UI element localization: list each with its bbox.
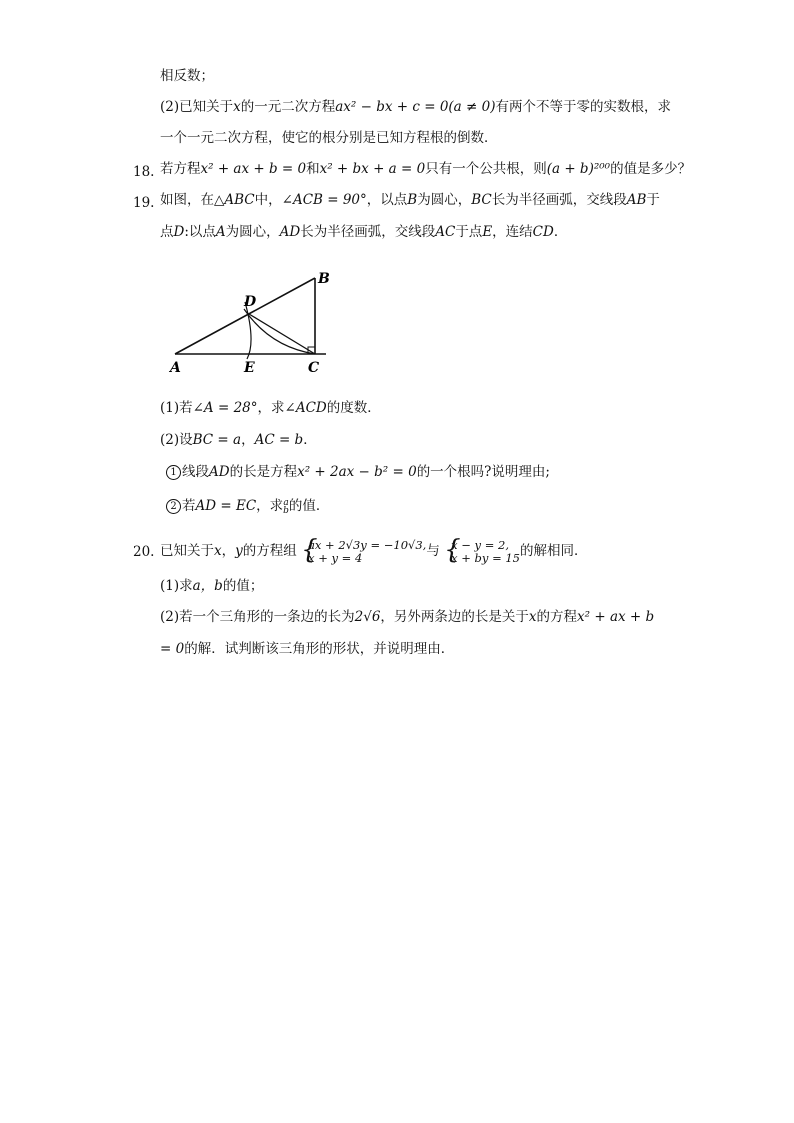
text: 长为半径画弧，交线段 (491, 192, 627, 208)
equation: x² + bx + a = 0 (319, 161, 426, 177)
q18-text (160, 159, 691, 179)
text: 与 (426, 543, 440, 559)
text: 若方程 (160, 161, 201, 177)
question-number: 19. (133, 195, 155, 211)
question-number: 20. (133, 544, 155, 560)
text: ，求 (257, 400, 285, 416)
text: 为圆心， (225, 224, 280, 240)
text: 的长是方程 (229, 464, 298, 480)
label-D: D (244, 294, 257, 310)
math: AC (435, 224, 456, 240)
q19-part2-sub2 (166, 496, 329, 516)
math: AC = b (254, 432, 304, 448)
equation: ax² − bx + c = 0(a ≠ 0) (335, 99, 496, 115)
text: 的值． (288, 498, 330, 514)
segment-CD (249, 314, 315, 354)
text: 的方程组 (242, 543, 297, 559)
var-x: x (528, 609, 537, 625)
math: E (482, 224, 493, 240)
text: ，连结 (492, 224, 533, 240)
math: a，b (192, 578, 223, 594)
text: 的一元二次方程 (240, 99, 336, 115)
text: 长为半径画弧，交线段 (300, 224, 436, 240)
math: ∠ACB = 90° (281, 192, 367, 208)
q19-line2 (160, 222, 567, 242)
math: D (173, 224, 185, 240)
math: 2√6 (354, 609, 381, 625)
system-row: ax + 2√3y = −10√3, (308, 537, 427, 552)
system-row: x + y = 4 (308, 550, 363, 565)
math: ∠A = 28° (192, 400, 258, 416)
text: 的值是多少？ (610, 161, 692, 177)
numerator: a (283, 497, 289, 508)
text: (2)已知关于 (160, 99, 234, 115)
text: (1)求 (160, 578, 193, 594)
math: B (407, 192, 418, 208)
q17-part2-line1 (160, 97, 671, 117)
equation-system-1: { ax + 2√3y = −10√3, x + y = 4 (301, 534, 427, 565)
q19-part2-sub1 (166, 462, 550, 482)
text: 的方程 (536, 609, 578, 625)
text: 如图，在 (160, 192, 214, 208)
text: 只有一个公共根，则 (425, 161, 547, 177)
math: BC = a (192, 432, 242, 448)
q19-part2 (160, 430, 317, 450)
arc-centered-A (245, 302, 251, 359)
text: 于点 (455, 224, 483, 240)
text: 有两个不等于零的实数根，求 (495, 99, 671, 115)
var-y: y (235, 543, 243, 559)
text: ， (241, 432, 255, 448)
equation: = 0 (160, 641, 185, 657)
equation: x² + ax + b (577, 609, 655, 625)
label-E: E (244, 360, 255, 376)
math: BC (471, 192, 492, 208)
math: A (215, 224, 226, 240)
text: 的度数． (326, 400, 381, 416)
equation: x² + ax + b = 0 (200, 161, 307, 177)
text: ，另外两条边的长是关于 (380, 609, 529, 625)
text: 于 (646, 192, 660, 208)
math: CD (532, 224, 554, 240)
q20-part2-line2 (160, 639, 454, 659)
q19-line1 (160, 190, 660, 210)
segment-AB (175, 278, 315, 354)
label-C: C (308, 360, 320, 376)
text: ． (303, 432, 317, 448)
math: AD = EC (195, 498, 257, 514)
text: ，求 (256, 498, 284, 514)
text: :以点 (184, 224, 216, 240)
label-B: B (318, 271, 330, 287)
system-row: x − y = 2, (451, 537, 509, 552)
q19-part1 (160, 398, 381, 418)
text: (1)若 (160, 400, 193, 416)
q17-continuation-text: 相反数； (160, 68, 214, 84)
text: 若 (182, 498, 196, 514)
q20-part1 (160, 576, 263, 596)
text: 的一个根吗?说明理由; (416, 464, 550, 480)
q20-part2-line1 (160, 607, 654, 627)
text: 点 (160, 224, 174, 240)
text: 的解．试判断该三角形的形状，并说明理由． (184, 641, 455, 657)
text: 为圆心， (417, 192, 472, 208)
text: 中， (254, 192, 282, 208)
q17-part2-line2: 一个一元二次方程，使它的根分别是已知方程根的倒数． (160, 130, 498, 146)
circled-number: 1 (166, 465, 181, 480)
equation: x² + 2ax − b² = 0 (297, 464, 417, 480)
math: AD (209, 464, 230, 480)
circled-number: 2 (166, 499, 181, 514)
math: ∠ACD (284, 400, 327, 416)
var-x: x (214, 543, 222, 559)
q20-line1 (160, 534, 588, 565)
text: 线段 (182, 464, 209, 480)
text: 的值； (222, 578, 264, 594)
expression: (a + b)²⁰⁰ (546, 161, 611, 177)
text: ， (221, 543, 236, 559)
system-row: x + by = 15 (451, 550, 520, 565)
question-number: 18. (133, 164, 155, 180)
text: 的解相同． (520, 543, 588, 559)
text: (2)若一个三角形的一条边的长为 (160, 609, 355, 625)
math: △ABC (214, 192, 255, 208)
math: AD (279, 224, 301, 240)
text: ，以点 (366, 192, 408, 208)
denominator: b (283, 505, 289, 516)
text: ． (553, 224, 568, 240)
text: 已知关于 (160, 543, 214, 559)
math: AB (626, 192, 647, 208)
equation-system-2: { x − y = 2, x + by = 15 (444, 534, 520, 565)
label-A: A (170, 360, 181, 376)
triangle-figure (160, 262, 340, 380)
text: (2)设 (160, 432, 193, 448)
text: 和 (306, 161, 320, 177)
var-x: x (233, 99, 241, 115)
